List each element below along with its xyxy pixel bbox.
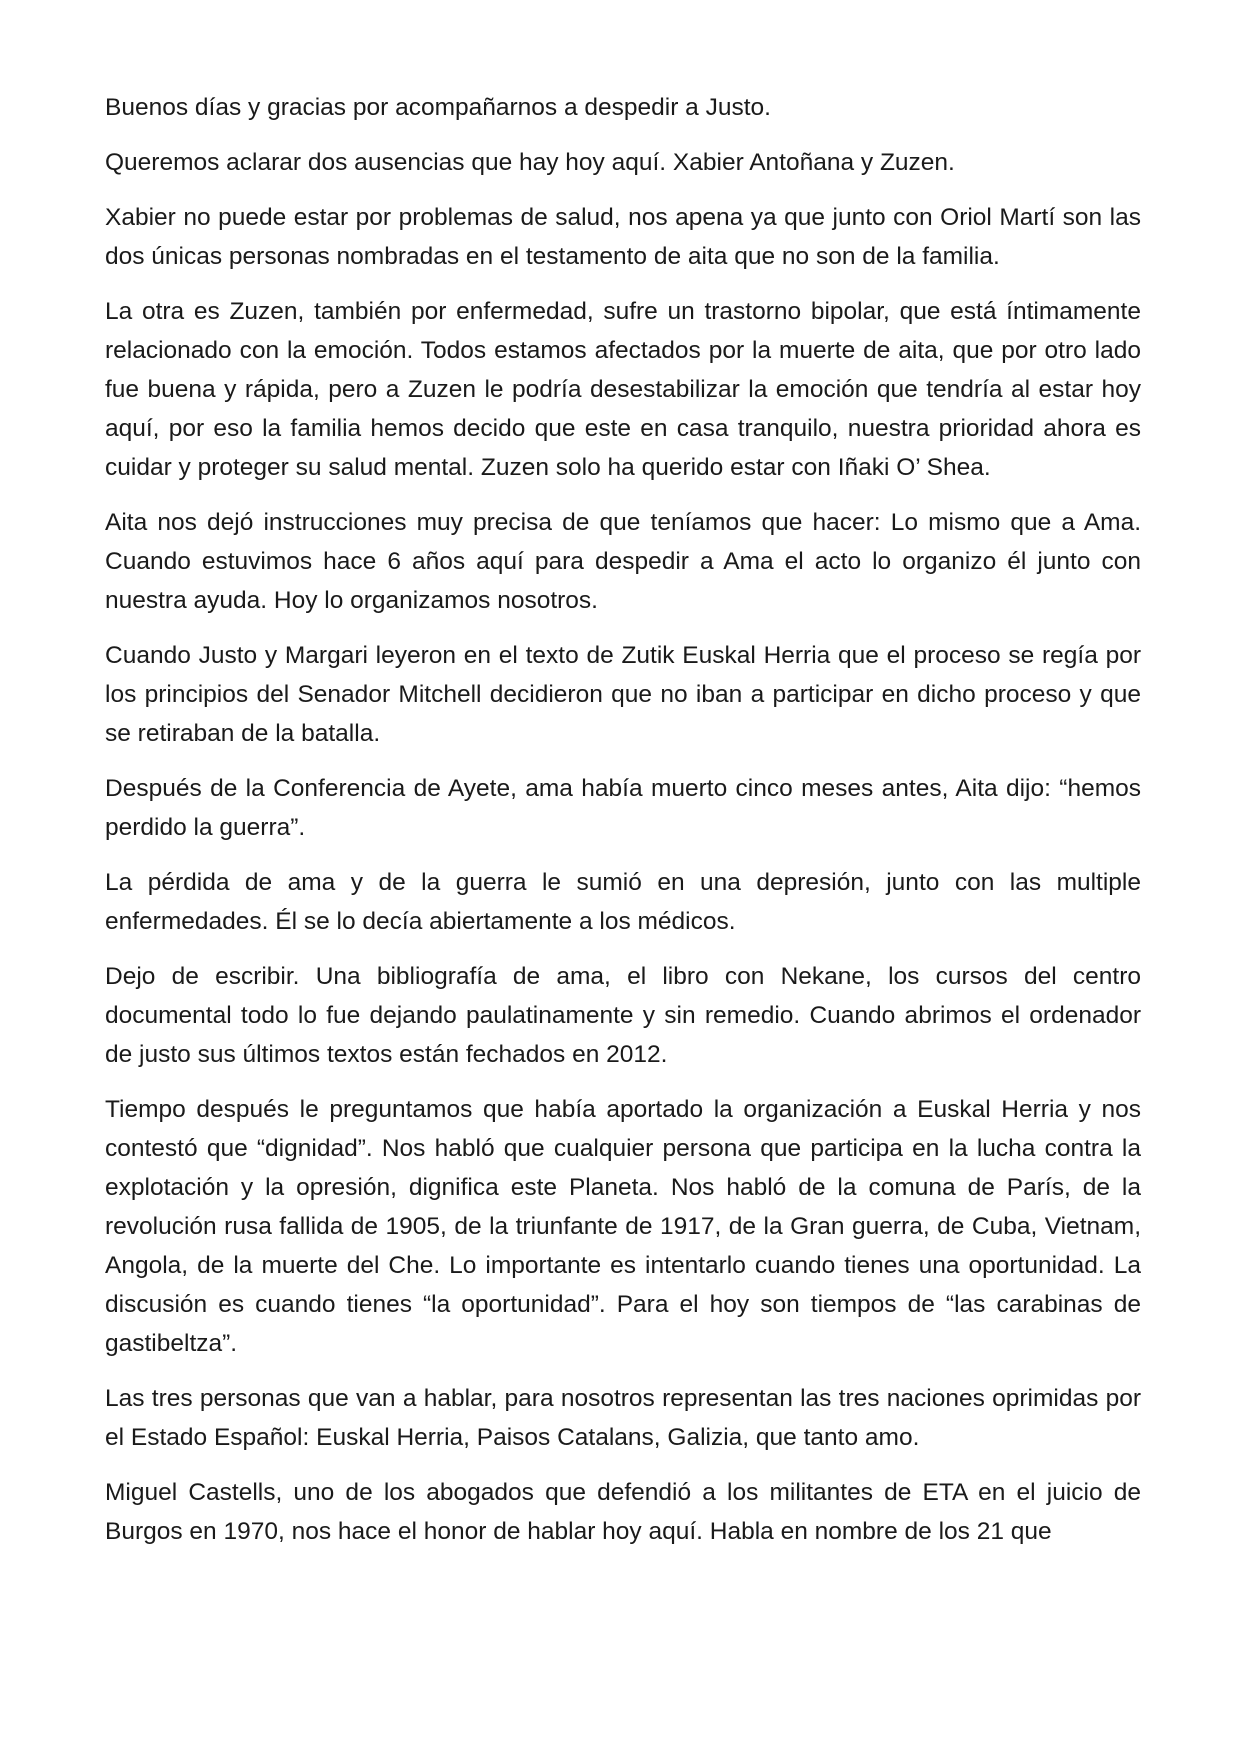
- paragraph-ayete: Después de la Conferencia de Ayete, ama había muerto cinco meses antes, Aita dijo: “hemos perdido la guerra”.: [105, 775, 1141, 841]
- paragraph-absences: Queremos aclarar dos ausencias que hay hoy aquí. Xabier Antoñana y Zuzen.: [105, 149, 955, 176]
- paragraph-three-nations: Las tres personas que van a hablar, para nosotros representan las tres naciones oprimidas por el Estado Español: Euskal Herria, Paisos Catalans, Galizia, que tanto amo.: [105, 1385, 1141, 1451]
- document-body: [105, 88, 1141, 1567]
- paragraph-greeting: Buenos días y gracias por acompañarnos a despedir a Justo.: [105, 94, 771, 121]
- paragraph-depression: La pérdida de ama y de la guerra le sumió en una depresión, junto con las multiple enfermedades. Él se lo decía abiertamente a los médicos.: [105, 869, 1141, 935]
- paragraph-xabier: Xabier no puede estar por problemas de salud, nos apena ya que junto con Oriol Martí son las dos únicas personas nombradas en el testamento de aita que no son de la familia.: [105, 204, 1141, 270]
- paragraph-dignity: Tiempo después le preguntamos que había aportado la organización a Euskal Herria y nos contestó que “dignidad”. Nos habló que cualquier persona que participa en la lucha contra la explotación y la opresión, dignifica este Planeta. Nos habló de la comuna de París, de la revolución rusa fallida de 1905, de la triunfante de 1917, de la Gran guerra, de Cuba, Vietnam, Angola, de la muerte del Che. Lo importante es intentarlo cuando tienes una oportunidad. La discusión es cuando tienes “la oportunidad”. Para el hoy son tiempos de “las carabinas de gastibeltza”.: [105, 1096, 1141, 1357]
- paragraph-zuzen: La otra es Zuzen, también por enfermedad, sufre un trastorno bipolar, que está íntimamente relacionado con la emoción. Todos estamos afectados por la muerte de aita, que por otro lado fue buena y rápida, pero a Zuzen le podría desestabilizar la emoción que tendría al estar hoy aquí, por eso la familia hemos decido que este en casa tranquilo, nuestra prioridad ahora es cuidar y proteger su salud mental. Zuzen solo ha querido estar con Iñaki O’ Shea.: [105, 298, 1141, 481]
- paragraph-mitchell: Cuando Justo y Margari leyeron en el texto de Zutik Euskal Herria que el proceso se regía por los principios del Senador Mitchell decidieron que no iban a participar en dicho proceso y que se retiraban de la batalla.: [105, 642, 1141, 747]
- paragraph-writing: Dejo de escribir. Una bibliografía de ama, el libro con Nekane, los cursos del centro documental todo lo fue dejando paulatinamente y sin remedio. Cuando abrimos el ordenador de justo sus últimos textos están fechados en 2012.: [105, 963, 1141, 1068]
- paragraph-instructions: Aita nos dejó instrucciones muy precisa de que teníamos que hacer: Lo mismo que a Ama. Cuando estuvimos hace 6 años aquí para despedir a Ama el acto lo organizo él junto con nuestra ayuda. Hoy lo organizamos nosotros.: [105, 509, 1141, 614]
- paragraph-castells: Miguel Castells, uno de los abogados que defendió a los militantes de ETA en el juicio de Burgos en 1970, nos hace el honor de hablar hoy aquí. Habla en nombre de los 21 que: [105, 1479, 1141, 1545]
